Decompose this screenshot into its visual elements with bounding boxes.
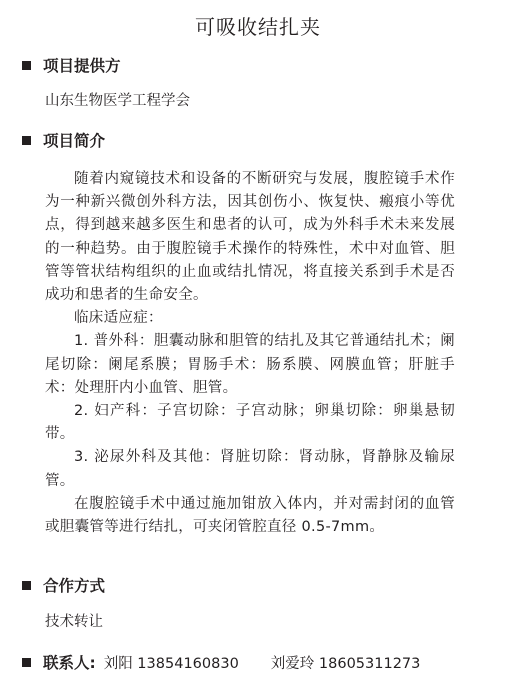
- intro-paragraph: 临床适应症：: [74, 310, 163, 327]
- section-heading-provider: [22, 54, 121, 76]
- heading-label: 项目简介: [43, 132, 106, 150]
- heading-label: 合作方式: [43, 577, 106, 595]
- cooperation-method: 技术转让: [45, 614, 103, 630]
- square-bullet-icon: [22, 581, 31, 590]
- intro-paragraph: 3. 泌尿外科及其他：肾脏切除：肾动脉，肾静脉及输尿管。: [45, 449, 455, 489]
- square-bullet-icon: [22, 61, 31, 70]
- contact-person-2: 刘爱玲 18605311273: [270, 655, 421, 672]
- contact-row: [22, 651, 420, 673]
- square-bullet-icon: [22, 136, 31, 145]
- intro-paragraph: 1. 普外科：胆囊动脉和胆管的结扎及其它普通结扎术；阑尾切除：阑尾系膜；胃肠手术：肠系膜、网膜血管；肝脏手术：处理肝内小血管、胆管。: [45, 333, 455, 396]
- provider-name: 山东生物医学工程学会: [45, 93, 190, 109]
- contact-label: 联系人:: [43, 654, 96, 672]
- heading-label: 项目提供方: [43, 57, 121, 75]
- intro-paragraph: 在腹腔镜手术中通过施加钳放入体内，并对需封闭的血管或胆囊管等进行结扎，可夹闭管腔直径 0.5-7mm。: [45, 495, 455, 536]
- section-heading-intro: [22, 129, 105, 151]
- section-heading-cooperation: [22, 574, 105, 596]
- intro-paragraph: 2. 妇产科：子宫切除：子宫动脉；卵巢切除：卵巢悬韧带。: [45, 403, 455, 443]
- intro-paragraph: 随着内窥镜技术和设备的不断研究与发展，腹腔镜手术作为一种新兴微创外科方法，因其创伤小、恢复快、瘢痕小等优点，得到越来越多医生和患者的认可，成为外科手术未来发展的一种趋势。由于腹腔镜手术操作的特殊性，术中对血管、胆管等管状结构组织的止血或结扎情况，将直接关系到手术是否成功和患者的生命安全。: [45, 171, 455, 304]
- square-bullet-icon: [22, 658, 31, 667]
- page-title: 可吸收结扎夹: [195, 15, 321, 39]
- intro-body: [45, 168, 455, 539]
- contact-person-1: 刘阳 13854160830: [103, 655, 239, 672]
